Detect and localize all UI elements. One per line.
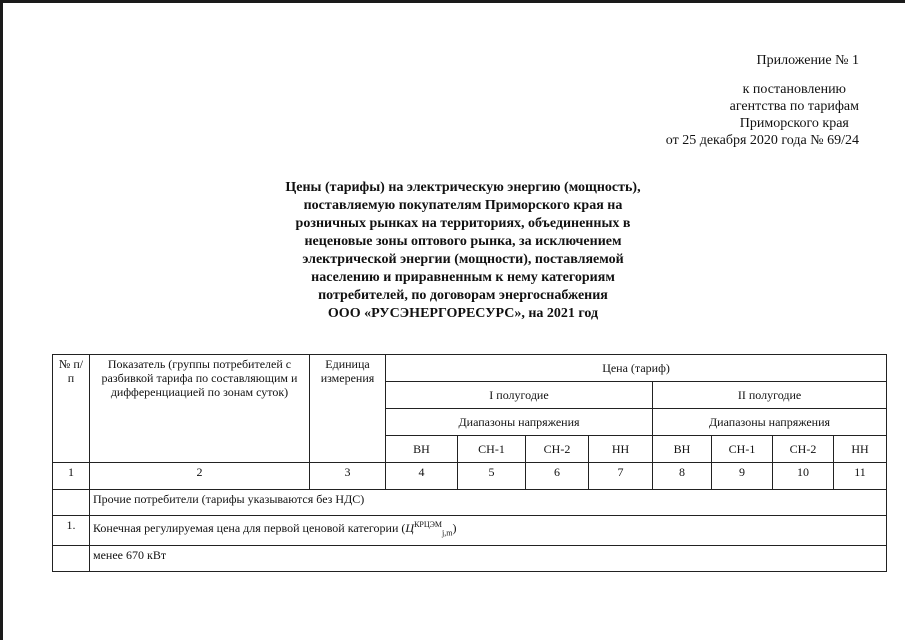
- item-label: [90, 516, 887, 546]
- annex-title: Приложение № 1: [756, 53, 859, 68]
- title-line: населению и приравненным к нему категориям: [311, 270, 615, 285]
- header-unit: Единица измерения: [310, 355, 386, 463]
- voltage-cell: СН-1: [458, 436, 526, 463]
- column-number: 6: [526, 463, 589, 490]
- column-number: 5: [458, 463, 526, 490]
- column-number: 3: [310, 463, 386, 490]
- price-symbol: [405, 520, 453, 538]
- voltage-cell: ВН: [386, 436, 458, 463]
- voltage-cell: НН: [834, 436, 887, 463]
- annex-line: агентства по тарифам: [729, 99, 859, 114]
- title-line: Цены (тарифы) на электрическую энергию (мощность),: [285, 180, 641, 195]
- header-ranges-1: Диапазоны напряжения: [386, 409, 653, 436]
- title-line: электрической энергии (мощности), поставляемой: [302, 252, 624, 267]
- column-number: 7: [589, 463, 653, 490]
- header-row-1: [53, 355, 887, 382]
- header-price: Цена (тариф): [386, 355, 887, 382]
- annex-line: к постановлению: [742, 82, 847, 97]
- column-number: 4: [386, 463, 458, 490]
- price-symbol-sub: j,m: [442, 528, 453, 538]
- column-number: 9: [712, 463, 773, 490]
- voltage-cell: НН: [589, 436, 653, 463]
- group-row-num: [53, 490, 90, 516]
- item-text-end: ): [452, 521, 457, 535]
- column-number: 1: [53, 463, 90, 490]
- price-symbol-sup: КРЦЭМ: [414, 520, 443, 529]
- header-ranges-2: Диапазоны напряжения: [653, 409, 887, 436]
- title-line: поставляемую покупателям Приморского края на: [303, 198, 623, 213]
- title-line: ООО «РУСЭНЕРГОРЕСУРС», на 2021 год: [327, 306, 599, 321]
- title-line: розничных рынках на территориях, объединенных в: [295, 216, 631, 231]
- price-symbol-base: Ц: [405, 521, 415, 535]
- group-row: [53, 490, 887, 516]
- title-line: потребителей, по договорам энергоснабжения: [318, 288, 608, 303]
- column-number-row: [53, 463, 887, 490]
- sub-row-label: менее 670 кВт: [90, 546, 887, 572]
- column-number: 10: [773, 463, 834, 490]
- item-text: Конечная регулируемая цена для первой ценовой категории (: [93, 521, 406, 535]
- header-indicator: Показатель (группы потребителей с разбивкой тарифа по составляющим и дифференциацией по зонам суток): [90, 355, 310, 463]
- annex-date-line: от 25 декабря 2020 года № 69/24: [665, 133, 859, 148]
- header-half-2: II полугодие: [653, 382, 887, 409]
- header-half-1: I полугодие: [386, 382, 653, 409]
- voltage-cell: СН-2: [526, 436, 589, 463]
- header-num: № п/п: [53, 355, 90, 463]
- scan-edge-top: [0, 0, 905, 3]
- annex-reference: [730, 81, 859, 132]
- price-symbol-indices: [414, 518, 452, 540]
- column-number: 11: [834, 463, 887, 490]
- voltage-cell: СН-2: [773, 436, 834, 463]
- item-num: 1.: [53, 516, 90, 546]
- column-number: 8: [653, 463, 712, 490]
- scan-edge-left: [0, 0, 3, 640]
- voltage-cell: СН-1: [712, 436, 773, 463]
- title-line: неценовые зоны оптового рынка, за исключением: [304, 234, 622, 249]
- annex-line: Приморского края: [739, 116, 849, 131]
- group-row-label: Прочие потребители (тарифы указываются без НДС): [90, 490, 887, 516]
- document-title: [253, 179, 673, 323]
- annex-header: [666, 52, 859, 149]
- voltage-cell: ВН: [653, 436, 712, 463]
- column-number: 2: [90, 463, 310, 490]
- sub-row-num: [53, 546, 90, 572]
- item-row: [53, 516, 887, 546]
- sub-row: [53, 546, 887, 572]
- tariff-table: [52, 354, 887, 572]
